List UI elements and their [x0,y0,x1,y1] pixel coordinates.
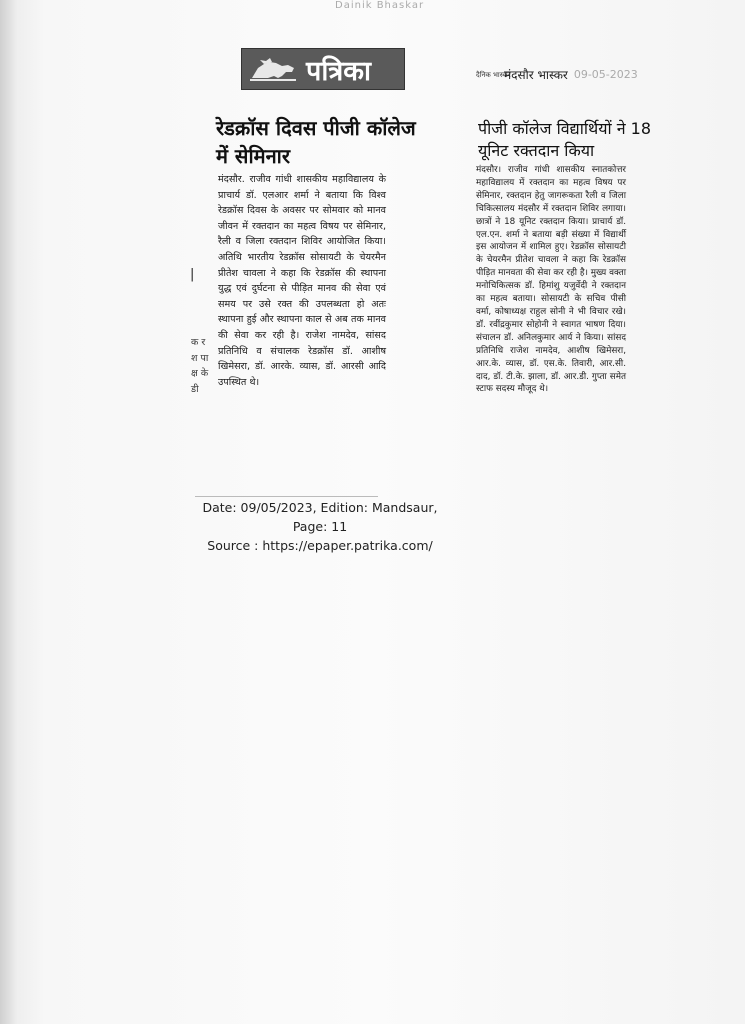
column-marker: | [190,267,195,282]
footer-source-link[interactable]: Source : https://epaper.patrika.com/ [207,538,433,553]
bhaskar-edition-name: मंदसौर भास्कर [504,68,568,82]
footer-date-edition: Date: 09/05/2023, Edition: Mandsaur, [202,500,438,515]
left-article-body: मंदसौर. राजीव गांधी शासकीय महाविद्यालय के प्राचार्य डॉ. एलआर शर्मा ने बताया कि विश्व रेडक्रॉस दिवस के अवसर पर सोमवार को मानव जीवन में रक्तदान का महत्व विषय पर सेमिनार, रैली व जिला रक्तदान शिविर आयोजित किया। अतिथि भारतीय रेडक्रॉस सोसायटी के चेयरमैन प्रीतेश चावला ने कहा कि रेडक्रॉस की स्थापना युद्ध एवं दुर्घटना से पीड़ित मानव की सेवा एवं समय पर उसे रक्त की उपलब्धता हो अतः स्थापना हुई और स्थापना काल से अब तक मानव की सेवा कर रही है। राजेश नामदेव, सांसद प्रतिनिधि व संचालक रेडक्रॉस डॉ. आशीष खिमेसरा, डॉ. आरके. व्यास, डॉ. आरसी आदि उपस्थित थे। [218,174,386,388]
scan-edge-shadow [0,0,18,1024]
footer-divider [195,496,378,497]
bhaskar-header [476,66,638,83]
right-article-headline: पीजी कॉलेज विद्यार्थियों ने 18 यूनिट रक्तदान किया [478,119,652,160]
lion-icon [242,49,304,89]
top-faint-mark: Dainik Bhaskar [335,0,425,11]
left-article-headline: रेडक्रॉस दिवस पीजी कॉलेज में सेमिनार [216,116,416,168]
left-margin-fragment: क र श पा क्ष के डी [191,337,209,395]
bhaskar-date: 09-05-2023 [573,68,638,81]
source-footer [190,498,450,555]
footer-page: Page: 11 [292,519,348,534]
patrika-logo [241,48,405,90]
bhaskar-mark: दैनिक भास्कर [476,70,511,79]
right-article-body: मंदसौर। राजीव गांधी शासकीय स्नातकोत्तर महाविद्यालय में रक्तदान का महत्व विषय पर सेमिनार, रक्तदान हेतु जागरूकता रैली व जिला चिकित्सालय मंदसौर में रक्तदान शिविर लगाया। छात्रों ने 18 यूनिट रक्तदान किया। प्राचार्य डॉ. एल.एन. शर्मा ने बताया बड़ी संख्या में विद्यार्थी इस आयोजन में शामिल हुए। रेडक्रॉस सोसायटी के चेयरमैन प्रीतेश चावला ने कहा कि रेडक्रॉस पीड़ित मानवता की सेवा कर रही है। मुख्य वक्ता मनोचिकित्सक डॉ. हिमांशु यजुर्वेदी ने रक्तदान का महत्व बताया। सोसायटी के सचिव पीसी वर्मा, कोषाध्यक्ष राहुल सोनी ने भी विचार रखे। डॉ. रवींद्रकुमार सोहोनी ने स्वागत भाषण दिया। संचालन डॉ. अनिलकुमार आर्य ने किया। सांसद प्रतिनिधि राजेश नामदेव, आशीष खिमेसरा, आर.के. व्यास, डॉ. एस.के. तिवारी, आर.सी. दाद, डॉ. टी.के. झाला, डॉ. आर.डी. गुप्ता समेत स्टाफ सदस्य मौजूद थे। [476,165,626,395]
patrika-logo-text: पत्रिका [306,55,371,87]
